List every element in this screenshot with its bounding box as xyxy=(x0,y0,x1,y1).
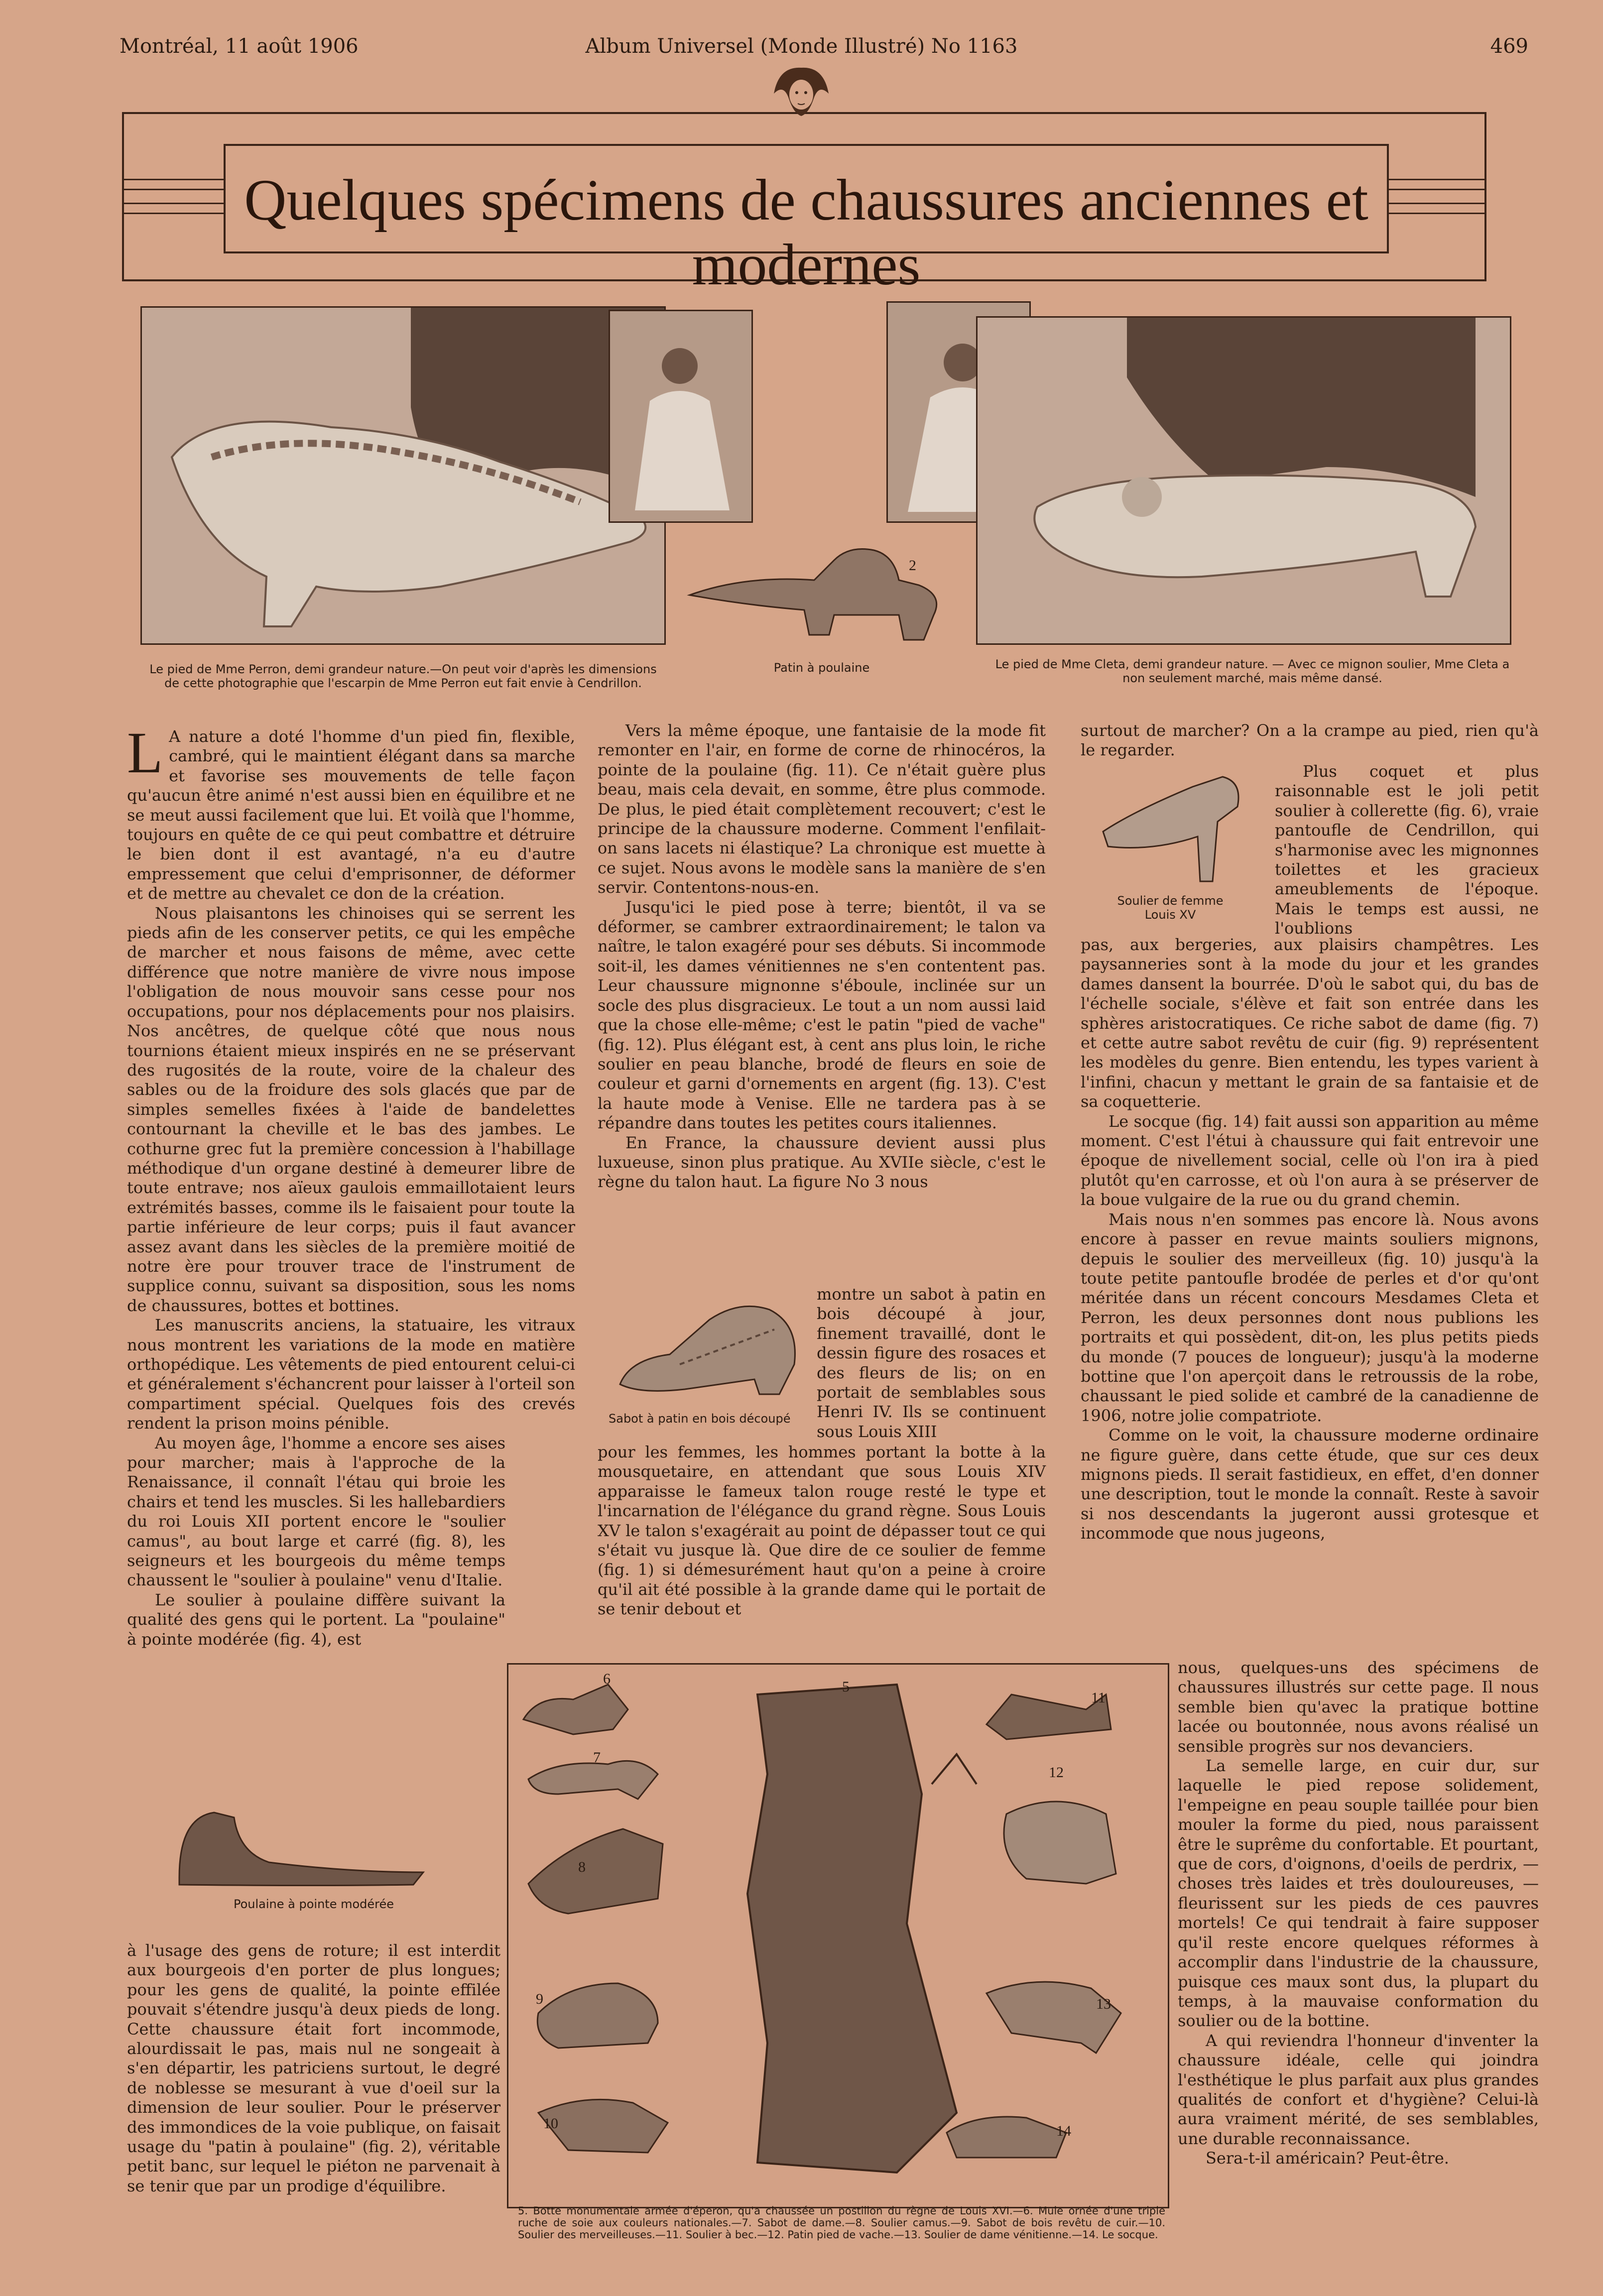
paragraph: pas, aux bergeries, aux plaisirs champêtres. Les paysanneries sont à la mode du jour et les grandes dames dansent la bourrée. D'où le sabot qui, du bas de l'échelle sociale, s'élève et fait son entrée dans les sphères aristocratiques. Ce riche sabot de dame (fig. 7) et cette autre sabot revêtu de cuir (fig. 9) représentent les modèles du genre. Bien entendu, les types varient à l'infini, chacun y mettant le grain de sa fantaisie et de sa coquetterie. xyxy=(1081,935,1539,1111)
illustration-sabot-a-patin xyxy=(610,1290,809,1404)
art-nouveau-face-ornament xyxy=(769,64,834,119)
paragraph: Les manuscrits anciens, la statuaire, les vitraux nous montrent les variations de la mode en matière orthopédique. Les vêtements de pied entourent celui-ci et généralement s'échancrent pour laisser à l'orteil son compartiment spécial. Quelques fois des crevés rendent la prison moins pénible. xyxy=(127,1316,575,1433)
paragraph: Sera-t-il américain? Peut-être. xyxy=(1206,2149,1449,2168)
page-title: Quelques spécimens de chaussures anciennes et modernes xyxy=(244,167,1368,297)
fig-number-12: 12 xyxy=(1049,1764,1064,1781)
header-publication: Album Universel (Monde Illustré) No 1163 xyxy=(585,35,1018,58)
paragraph: Vers la même époque, une fantaisie de la mode fit remonter en l'air, en forme de corne de rhinocéros, la pointe de la poulaine (fig. 11). Ce n'était guère plus beau, mais cela devait, en somme, être plus commode. De plus, le pied était complètement recouvert; c'est le principe de la chaussure moderne. Comment l'enfilait-on sans lacets ni élastique? La chronique est muette à ce sujet. Nous avons le modèle sans la manière de s'en servir. Contentons-nous-en. xyxy=(598,721,1046,897)
illustration-box-shoes xyxy=(507,1663,1169,2208)
article-column-3-wrap xyxy=(1275,762,1539,939)
fig-number-14: 14 xyxy=(1056,2123,1071,2139)
article-column-1-continued xyxy=(127,1941,500,2196)
paragraph: pour les femmes, les hommes portant la botte à la mousquetaire, en attendant que sous Louis XIV apparaisse le fameux talon rouge resté le type et l'incarnation de l'élégance du grand règne. Sous Louis XV le talon s'exagérait au point de dépasser tout ce qui s'était vu jusque là. Que dire de ce soulier de femme (fig. 1) si démesurément haut qu'on a peine à croire qu'il ait été possible à la grande dame qui le portait de se tenir debout et xyxy=(598,1443,1046,1619)
paragraph: La semelle large, en cuir dur, sur laquelle le pied repose solidement, l'empeigne en peau souple taillée pour bien mouler la forme du pied, nous paraissent être le suprême du confortable. Et pourtant, que de cors, d'oignons, d'oeils de perdrix, — choses très laides et très douloureuses, — fleurissent sur les pieds de ces pauvres mortels! Ce qui tendrait à faire supposer qu'il reste encore quelques réformes à accomplir dans l'industrie de la chaussure, puisque ces maux sont dus, la plupart du temps, à la mauvaise conformation du soulier ou de la bottine. xyxy=(1178,1756,1539,2031)
page-number: 469 xyxy=(1490,35,1528,58)
paragraph: Le socque (fig. 14) fait aussi son apparition au même moment. C'est l'étui à chaussure qui fait entrevoir une époque de nivellement social, celle où l'on ira à pied plutôt qu'en carrosse, et où l'on aura à se préserver de la boue vulgaire de la rue ou du grand chemin. xyxy=(1081,1111,1539,1209)
caption-sabot-a-patin: Sabot à patin en bois découpé xyxy=(609,1412,791,1426)
paragraph: surtout de marcher? On a la crampe au pied, rien qu'à le regarder. xyxy=(1081,721,1539,760)
illustration-soulier-louis-xv xyxy=(1093,767,1257,886)
fig-number-10: 10 xyxy=(543,2115,558,2132)
caption-poulaine-moderee: Poulaine à pointe modérée xyxy=(233,1897,394,1911)
paragraph: En France, la chaussure devient aussi plus luxueuse, sinon plus pratique. Au XVIIe siècle, c'est le règne du talon haut. La figure No 3 nous xyxy=(598,1133,1046,1192)
paragraph: Mais nous n'en sommes pas encore là. Nous avons encore à passer en revue maints souliers mignons, depuis le soulier des merveilleux (fig. 10) jusqu'à la toute petite pantoufle brodée de perles et d'or qu'ont méritée dans un récent concours Mesdames Cleta et Perron, les deux personnes dont nous publions les portraits et qui possèdent, dit-on, les plus petits pieds du monde (7 pouces de longueur); jusqu'à la moderne bottine que l'on aperçoit dans le retroussis de la robe, chaussant le pied solide et cambré de la canadienne de 1906, notre jolie compatriote. xyxy=(1081,1209,1539,1425)
photo-perron-foot xyxy=(140,306,666,645)
fig-number-6: 6 xyxy=(603,1671,611,1687)
shoe-engravings xyxy=(508,1665,1171,2210)
article-column-2 xyxy=(598,721,1046,1192)
fig-number-13: 13 xyxy=(1096,1996,1111,2012)
title-box xyxy=(224,144,1389,297)
paragraph: à l'usage des gens de roture; il est interdit aux bourgeois d'en porter de plus longues; pour les gens de qualité, la pointe effilée pouvait s'étendre jusqu'à deux pieds de long. Cette chaussure était fort incommode, alourdissait le pas, mais nul ne songeait à s'en départir, les patriciens surtout, le degré de noblesse se mesurant à vue d'oeil sur la dimension de leur soulier. Pour le préserver des immondices de la voie publique, on faisait usage du "patin à poulaine" (fig. 2), véritable petit banc, sur lequel le piéton ne parvenait à se tenir que par un prodige d'équilibre. xyxy=(127,1941,500,2195)
paragraph: A nature a doté l'homme d'un pied fin, flexible, cambré, qui le maintient élégant dans sa marche et favorise ses mouvements de telle façon qu'aucun être animé n'est aussi bien en équilibre et ne se meut aussi facilement que lui. Et voilà que l'homme, toujours en quête de ce qui peut combattre et détruire le bien dont il est avantagé, n'a eu d'autre empressement que celui d'emprisonner, de déformer et de mettre au chevalet ce don de la création. xyxy=(127,727,575,903)
fig-number-7: 7 xyxy=(593,1749,601,1766)
caption-soulier-louis-xv: Soulier de femme Louis XV xyxy=(1117,894,1224,922)
article-column-3-narrow xyxy=(1178,1658,1539,2169)
caption-illustration-box: 5. Botte monumentale armée d'éperon, qu'a chaussée un postillon du règne de Louis XVI.—6. Mule ornée d'une triple ruche de soie aux couleurs nationales.—7. Sabot de dame.—8. Soulier camus.—9. Sabot de bois revêtu de cuir.—10. Soulier des merveilleuses.—11. Soulier à bec.—12. Patin pied de vache.—13. Soulier de dame vénitienne.—14. Le socque. xyxy=(518,2205,1165,2241)
fig-number-11: 11 xyxy=(1091,1690,1106,1706)
paragraph: Plus coquet et plus raisonnable est le joli petit soulier à collerette (fig. 6), vraie pantoufle de Cendrillon, qui s'harmonise avec les mignonnes toilettes et les gracieux ameublements de l'époque. Mais le temps est aussi, ne l'oublions xyxy=(1275,762,1539,938)
fig-number-9: 9 xyxy=(536,1991,543,2007)
illustration-poulaine-pointe-moderee xyxy=(169,1798,428,1892)
article-column-3 xyxy=(1081,721,1539,760)
article-column-1 xyxy=(127,720,575,1649)
fig-number-8: 8 xyxy=(578,1859,586,1875)
caption-cleta: Le pied de Mme Cleta, demi grandeur nature. — Avec ce mignon soulier, Mme Cleta a non seulement marché, mais même dansé. xyxy=(995,657,1510,685)
paragraph: nous, quelques-uns des spécimens de chaussures illustrés sur cette page. Il nous semble bien qu'avec la pratique bottine lacée ou boutonnée, nous avons réalisé un sensible progrès sur nos devanciers. xyxy=(1178,1658,1539,1756)
header-date: Montréal, 11 août 1906 xyxy=(120,35,359,58)
illustration-patin-a-poulaine xyxy=(685,540,964,645)
photo-cleta-foot xyxy=(976,316,1511,645)
photo-perron-portrait xyxy=(609,310,753,523)
fig-number-2: 2 xyxy=(909,557,916,574)
paragraph: Nous plaisantons les chinoises qui se serrent les pieds afin de les conserver petits, ce qui les empêche de marcher et nous faisons de même, avec cette différence que notre manière de vivre nous impose l'obligation de nous mouvoir sans cesse pour nos occupations, pour nos déplacements pour nos plaisirs. Nos ancêtres, de quelque côté que nous nous tournions étaient mieux inspirés en ne se préservant des rugosités de la route, voire de la chaleur des sables ou de la froidure des sols glacés que par de simples semelles fixées à l'aide de bandelettes contournant la cheville et le bas des jambes. Le cothurne grec fut la première concession à l'habillage méthodique d'un organe destiné à demeurer libre de toute entrave; nos aïeux gaulois emmaillotaient leurs extrémités basses, comme ils le faisaient pour toute la partie inférieure de leur corps; puis il faut avancer assez avant dans les siècles de la première moitié de notre ère pour trouver trace de l'instrument de supplice connu, suivant sa disposition, sous les noms de chaussures, bottes et bottines. xyxy=(127,903,575,1315)
drop-cap: L xyxy=(127,720,163,785)
fig-number-5: 5 xyxy=(842,1679,850,1695)
article-column-2-wrap xyxy=(817,1285,1046,1442)
paragraph: Jusqu'ici le pied pose à terre; bientôt, il va se déformer, se cambrer extraordinairement; le talon va naître, le talon exagéré pour ses débuts. Si incommode soit-il, les dames vénitiennes ne s'en contentent pas. Leur chaussure mignonne s'éboule, inclinée sur un socle des plus disgracieux. Le tout a un nom aussi laid que la chose elle-même; c'est le patin "pied de vache" (fig. 12). Plus élégant est, à cent ans plus loin, le riche soulier en peau blanche, brodé de fleurs en soie de couleur et garni d'ornements en argent (fig. 13). C'est la haute mode à Venise. Elle ne tardera pas à se répandre dans toutes les petites cours italiennes. xyxy=(598,897,1046,1133)
caption-patin-a-poulaine: Patin à poulaine xyxy=(773,661,870,675)
caption-perron: Le pied de Mme Perron, demi grandeur nature.—On peut voir d'après les dimensions de cette photographie que l'escarpin de Mme Perron eut fait envie à Cendrillon. xyxy=(149,662,657,690)
paragraph: A qui reviendra l'honneur d'inventer la chaussure idéale, celle qui joindra l'esthétique le plus parfait aux plus grandes qualités de confort et d'hygiène? Celui-là aura vraiment mérité, de ses semblables, une durable reconnaissance. xyxy=(1178,2031,1539,2148)
paragraph: Le soulier à poulaine diffère suivant la qualité des gens qui le portent. La "poulaine" à pointe modérée (fig. 4), est xyxy=(127,1590,505,1649)
paragraph: montre un sabot à patin en bois découpé à jour, finement travaillé, dont le dessin figure des rosaces et des fleurs de lis; on en portait de semblables sous Henri IV. Ils se continuent sous Louis XIII xyxy=(817,1285,1046,1441)
title-frame xyxy=(122,112,1486,297)
paragraph: Comme on le voit, la chaussure moderne ordinaire ne figure guère, dans cette étude, que sur ces deux mignons pieds. Il serait fastidieux, en effet, d'en donner une description, tout le monde la connaît. Reste à savoir si nos descendants la jugeront aussi grotesque et incommode que nous jugeons, xyxy=(1081,1426,1539,1543)
article-column-2-continued xyxy=(598,1443,1046,1619)
paragraph: Au moyen âge, l'homme a encore ses aises pour marcher; mais à l'approche de la Renaissance, il connaît l'étau qui broie les chairs et tend les muscles. Si les hallebardiers du roi Louis XII portent encore le "soulier camus", au bout large et carré (fig. 8), les seigneurs et les bourgeois du même temps chaussent le "soulier à poulaine" venu d'Italie. xyxy=(127,1433,505,1590)
article-column-3-continued xyxy=(1081,935,1539,1544)
